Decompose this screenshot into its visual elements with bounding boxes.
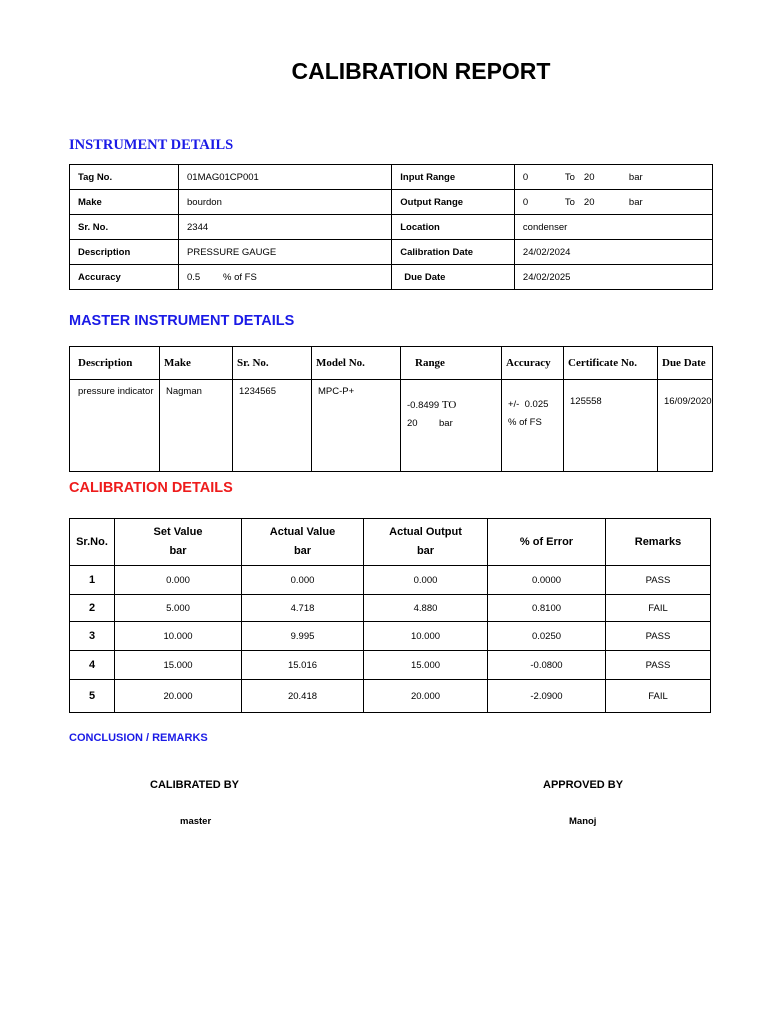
master-instrument-table xyxy=(69,346,713,472)
master-range-to-label: TO xyxy=(441,399,457,411)
due-date-label: Due Date xyxy=(392,265,515,290)
tag-no-label: Tag No. xyxy=(70,165,179,190)
row-error: -0.0800 xyxy=(488,651,606,680)
master-accuracy-value: +/- 0.025 xyxy=(508,399,549,410)
accuracy-value xyxy=(179,265,392,290)
row-remark: FAIL xyxy=(606,680,711,713)
instrument-details-table xyxy=(69,164,713,290)
output-range-label: Output Range xyxy=(392,190,515,215)
input-range-unit: bar xyxy=(628,171,643,183)
table-row xyxy=(70,265,713,290)
accuracy-number: 0.5 xyxy=(187,271,201,283)
col-set-value-unit: bar xyxy=(169,545,187,557)
row-error: -2.0900 xyxy=(488,680,606,713)
conclusion-remarks-heading: CONCLUSION / REMARKS xyxy=(69,732,208,744)
row-sr: 5 xyxy=(70,680,115,713)
calibrated-by-label: CALIBRATED BY xyxy=(150,779,240,791)
master-due-date: 16/09/2020 xyxy=(658,380,713,472)
due-date-value: 24/02/2025 xyxy=(514,265,712,290)
row-remark: FAIL xyxy=(606,595,711,622)
input-range-to: 20 xyxy=(583,171,595,183)
output-range-value xyxy=(514,190,712,215)
row-actual-output: 15.000 xyxy=(364,651,488,680)
col-due-date: Due Date xyxy=(658,347,713,380)
col-range: Range xyxy=(401,347,502,380)
location-value: condenser xyxy=(514,215,712,240)
table-row xyxy=(70,651,711,680)
sr-no-value: 2344 xyxy=(179,215,392,240)
col-remarks xyxy=(606,519,711,566)
row-sr: 3 xyxy=(70,622,115,651)
master-accuracy xyxy=(502,380,564,472)
output-range-to-label: To xyxy=(564,196,575,208)
col-sr-no xyxy=(70,519,115,566)
calibrated-by-name: master xyxy=(180,816,212,827)
make-label: Make xyxy=(70,190,179,215)
table-row xyxy=(70,165,713,190)
table-row xyxy=(70,215,713,240)
row-set-value: 15.000 xyxy=(115,651,242,680)
table-row xyxy=(70,240,713,265)
row-remark: PASS xyxy=(606,622,711,651)
row-actual-value: 20.418 xyxy=(242,680,364,713)
tag-no-value: 01MAG01CP001 xyxy=(179,165,392,190)
table-row xyxy=(70,595,711,622)
row-actual-value: 15.016 xyxy=(242,651,364,680)
col-actual-value-unit: bar xyxy=(293,545,312,557)
col-actual-output xyxy=(364,519,488,566)
row-error: 0.0000 xyxy=(488,566,606,595)
master-range-to: 20 xyxy=(407,418,418,429)
row-sr: 2 xyxy=(70,595,115,622)
master-make: Nagman xyxy=(160,380,233,472)
col-actual-value-label: Actual Value xyxy=(269,526,336,538)
row-set-value: 10.000 xyxy=(115,622,242,651)
row-actual-output: 4.880 xyxy=(364,595,488,622)
description-value: PRESSURE GAUGE xyxy=(179,240,392,265)
master-model: MPC-P+ xyxy=(312,380,401,472)
col-percent-error xyxy=(488,519,606,566)
master-range-from: -0.8499 xyxy=(407,400,440,411)
col-accuracy: Accuracy xyxy=(502,347,564,380)
master-instrument-heading: MASTER INSTRUMENT DETAILS xyxy=(69,313,295,329)
table-row xyxy=(70,622,711,651)
row-actual-output: 20.000 xyxy=(364,680,488,713)
row-actual-value: 9.995 xyxy=(242,622,364,651)
master-certificate: 125558 xyxy=(564,380,658,472)
instrument-details-heading: INSTRUMENT DETAILS xyxy=(69,137,234,153)
row-set-value: 5.000 xyxy=(115,595,242,622)
calibration-date-label: Calibration Date xyxy=(392,240,515,265)
row-remark: PASS xyxy=(606,651,711,680)
col-sr-no: Sr. No. xyxy=(233,347,312,380)
table-header-row xyxy=(70,347,713,380)
col-actual-output-label: Actual Output xyxy=(389,526,462,538)
sr-no-label: Sr. No. xyxy=(70,215,179,240)
master-description: pressure indicator xyxy=(70,380,160,472)
input-range-from: 0 xyxy=(522,171,529,183)
col-percent-error-label: % of Error xyxy=(519,535,574,548)
col-set-value xyxy=(115,519,242,566)
approved-by-name: Manoj xyxy=(569,816,597,827)
output-range-unit: bar xyxy=(628,196,643,208)
col-make: Make xyxy=(160,347,233,380)
table-row xyxy=(70,380,713,472)
table-row xyxy=(70,566,711,595)
calibration-details-heading: CALIBRATION DETAILS xyxy=(69,480,233,496)
output-range-from: 0 xyxy=(522,196,529,208)
row-error: 0.0250 xyxy=(488,622,606,651)
row-actual-output: 0.000 xyxy=(364,566,488,595)
report-title: CALIBRATION REPORT xyxy=(291,58,551,84)
col-description: Description xyxy=(70,347,160,380)
col-sr-no-label: Sr.No. xyxy=(76,535,108,548)
row-set-value: 20.000 xyxy=(115,680,242,713)
row-actual-value: 4.718 xyxy=(242,595,364,622)
col-actual-value xyxy=(242,519,364,566)
table-row xyxy=(70,680,711,713)
row-sr: 4 xyxy=(70,651,115,680)
calibration-details-table xyxy=(69,518,711,713)
accuracy-unit: % of FS xyxy=(223,271,257,283)
description-label: Description xyxy=(70,240,179,265)
output-range-to: 20 xyxy=(583,196,595,208)
accuracy-label: Accuracy xyxy=(70,265,179,290)
input-range-value xyxy=(514,165,712,190)
master-range xyxy=(401,380,502,472)
col-model-no: Model No. xyxy=(312,347,401,380)
row-remark: PASS xyxy=(606,566,711,595)
row-sr: 1 xyxy=(70,566,115,595)
table-row xyxy=(70,190,713,215)
master-accuracy-unit: % of FS xyxy=(508,417,542,428)
master-sr-no: 1234565 xyxy=(233,380,312,472)
make-value: bourdon xyxy=(179,190,392,215)
location-label: Location xyxy=(392,215,515,240)
approved-by-label: APPROVED BY xyxy=(543,779,624,791)
master-range-unit: bar xyxy=(439,418,453,429)
col-remarks-label: Remarks xyxy=(634,535,682,548)
col-actual-output-unit: bar xyxy=(416,545,435,557)
row-error: 0.8100 xyxy=(488,595,606,622)
input-range-label: Input Range xyxy=(392,165,515,190)
calibration-date-value: 24/02/2024 xyxy=(514,240,712,265)
row-actual-output: 10.000 xyxy=(364,622,488,651)
row-actual-value: 0.000 xyxy=(242,566,364,595)
table-header-row xyxy=(70,519,711,566)
col-set-value-label: Set Value xyxy=(153,526,203,538)
row-set-value: 0.000 xyxy=(115,566,242,595)
col-certificate-no: Certificate No. xyxy=(564,347,658,380)
input-range-to-label: To xyxy=(564,171,575,183)
